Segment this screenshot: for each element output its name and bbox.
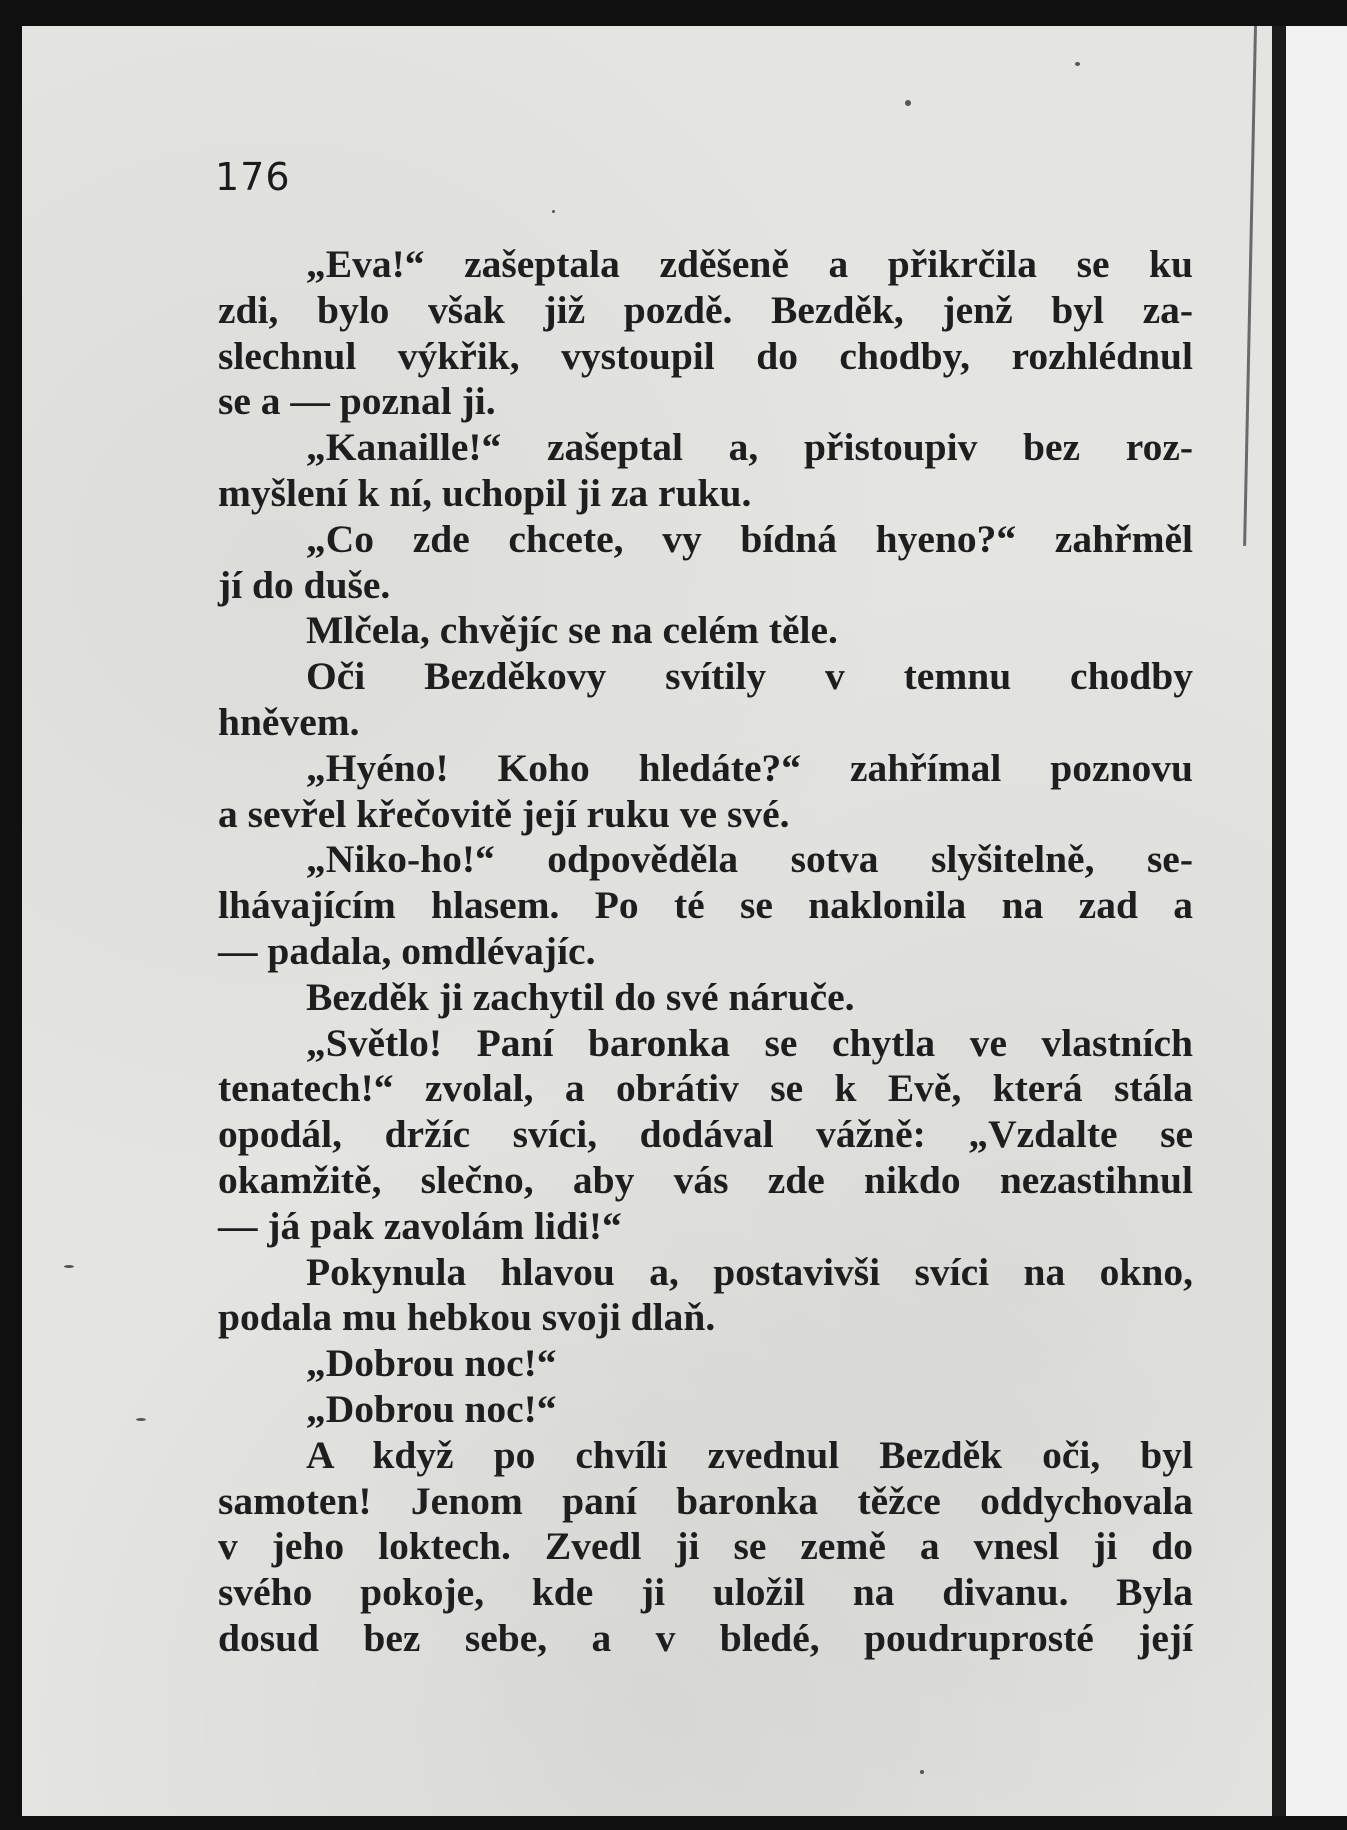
text-line: Mlčela, chvějíc se na celém těle. — [306, 608, 838, 653]
text-line: se a — poznal ji. — [218, 379, 496, 424]
text-line: „Kanaille!“ zašeptal a, přistoupiv bez roz- — [306, 425, 1193, 470]
next-page-edge — [1272, 26, 1347, 1816]
text-line: samoten! Jenom paní baronka těžce oddychovala — [218, 1478, 1193, 1523]
text-line: svého pokoje, kde ji uložil na divanu. Byla — [218, 1570, 1193, 1615]
text-line: — padala, omdlévajíc. — [218, 928, 596, 973]
text-line: Pokynula hlavou a, postavivši svíci na okno, — [306, 1249, 1193, 1294]
text-line: a sevřel křečovitě její ruku ve své. — [218, 791, 790, 836]
dust-speck — [64, 1265, 74, 1268]
text-line: „Niko-ho!“ odpověděla sotva slyšitelně, se- — [306, 837, 1193, 882]
dust-speck — [136, 1418, 146, 1421]
text-line: „Eva!“ zašeptala zděšeně a přikrčila se ku — [306, 242, 1193, 286]
text-line: lhávajícím hlasem. Po té se naklonila na zad a — [218, 883, 1193, 928]
page-edge-line — [1243, 26, 1257, 546]
text-line: okamžitě, slečno, aby vás zde nikdo nezastihnul — [218, 1157, 1193, 1202]
text-line: A když po chvíli zvednul Bezděk oči, byl — [306, 1432, 1193, 1477]
text-line: hněvem. — [218, 699, 360, 744]
text-line: Oči Bezděkovy svítily v temnu chodby — [306, 654, 1193, 699]
dust-speck — [1075, 62, 1080, 66]
text-line: v jeho loktech. Zvedl ji se země a vnesl ji do — [218, 1524, 1193, 1569]
gutter-shadow — [1272, 26, 1286, 1816]
text-line: — já pak zavolám lidi!“ — [218, 1203, 622, 1248]
text-line: tenatech!“ zvolal, a obrátiv se k Evě, která stála — [218, 1066, 1193, 1111]
text-line: zdi, bylo však již pozdě. Bezděk, jenž byl za- — [218, 287, 1193, 332]
page-number: 176 — [215, 155, 291, 199]
dust-speck — [552, 210, 555, 213]
text-line: „Dobrou noc!“ — [306, 1386, 557, 1431]
text-line: slechnul výkřik, vystoupil do chodby, rozhlédnul — [218, 333, 1193, 378]
body-text — [218, 242, 1193, 1662]
text-line: jí do duše. — [218, 562, 391, 607]
text-line: „Dobrou noc!“ — [306, 1341, 557, 1386]
text-line: podala mu hebkou svoji dlaň. — [218, 1295, 716, 1340]
text-line: dosud bez sebe, a v bledé, poudruprosté její — [218, 1615, 1193, 1660]
text-line: „Hyéno! Koho hledáte?“ zahřímal poznovu — [306, 745, 1193, 790]
text-line: „Světlo! Paní baronka se chytla ve vlastních — [306, 1020, 1193, 1065]
dust-speck — [920, 1770, 924, 1774]
text-line: „Co zde chcete, vy bídná hyeno?“ zahřměl — [306, 516, 1193, 561]
text-line: Bezděk ji zachytil do své náruče. — [306, 974, 855, 1019]
text-line: myšlení k ní, uchopil ji za ruku. — [218, 470, 752, 515]
text-line: opodál, držíc svíci, dodával vážně: „Vzdalte se — [218, 1112, 1193, 1157]
dust-speck — [905, 100, 911, 106]
